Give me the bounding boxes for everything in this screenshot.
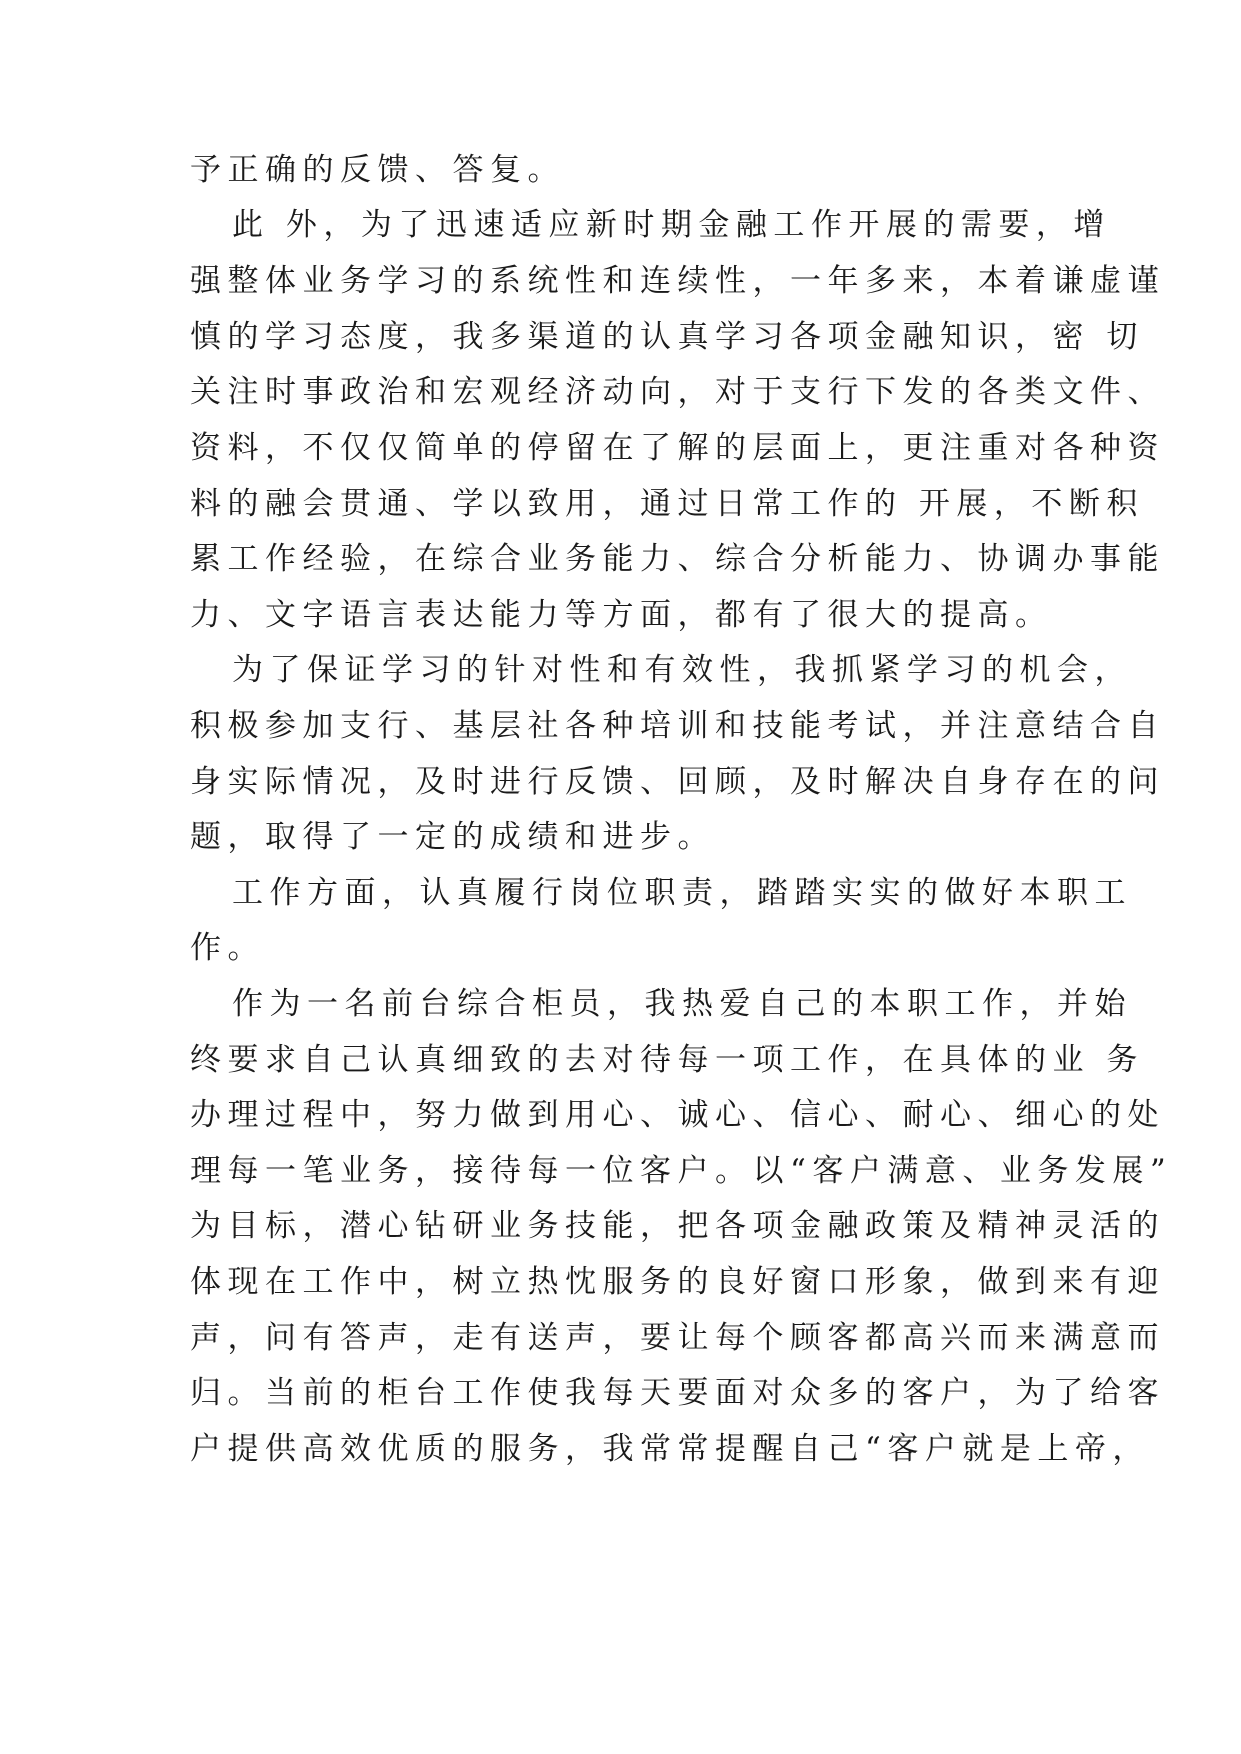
text-line: 体现在工作中，树立热忱服务的良好窗口形象，做到来有迎 <box>190 1264 1165 1300</box>
text-line: 资料，不仅仅简单的停留在了解的层面上，更注重对各种资 <box>190 430 1165 466</box>
text-line: 此 外，为了迅速适应新时期金融工作开展的需要，增 <box>232 207 1111 243</box>
text-line: 工作方面，认真履行岗位职责，踏踏实实的做好本职工 <box>232 875 1132 911</box>
text-line: 累工作经验，在综合业务能力、综合分析能力、协调办事能 <box>190 541 1165 577</box>
text-line: 终要求自己认真细致的去对待每一项工作，在具体的业 务 <box>190 1042 1144 1078</box>
text-line: 理每一笔业务，接待每一位客户。以“客户满意、业务发展” <box>190 1153 1173 1189</box>
text-line: 办理过程中，努力做到用心、诚心、信心、耐心、细心的处 <box>190 1097 1165 1133</box>
text-line: 为目标，潜心钻研业务技能，把各项金融政策及精神灵活的 <box>190 1208 1165 1244</box>
text-line: 作为一名前台综合柜员，我热爱自己的本职工作，并始 <box>232 986 1132 1022</box>
text-line: 关注时事政治和宏观经济动向，对于支行下发的各类文件、 <box>190 374 1165 410</box>
text-line: 力、文字语言表达能力等方面，都有了很大的提高。 <box>190 597 1053 633</box>
text-line: 题，取得了一定的成绩和进步。 <box>190 819 715 855</box>
text-line: 身实际情况，及时进行反馈、回顾，及时解决自身存在的问 <box>190 764 1165 800</box>
text-line: 慎的学习态度，我多渠道的认真学习各项金融知识，密 切 <box>190 319 1144 355</box>
text-line: 予正确的反馈、答复。 <box>190 152 565 188</box>
text-line: 声，问有答声，走有送声，要让每个顾客都高兴而来满意而 <box>190 1320 1165 1356</box>
text-line: 归。当前的柜台工作使我每天要面对众多的客户，为了给客 <box>190 1375 1165 1411</box>
text-line: 料的融会贯通、学以致用，通过日常工作的 开展，不断积 <box>190 486 1144 522</box>
text-line: 户提供高效优质的服务，我常常提醒自己“客户就是上帝， <box>190 1431 1150 1467</box>
text-line: 强整体业务学习的系统性和连续性，一年多来，本着谦虚谨 <box>190 263 1165 299</box>
text-line: 积极参加支行、基层社各种培训和技能考试，并注意结合自 <box>190 708 1165 744</box>
text-line: 作。 <box>190 930 265 966</box>
text-line: 为了保证学习的针对性和有效性，我抓紧学习的机会， <box>232 652 1132 688</box>
